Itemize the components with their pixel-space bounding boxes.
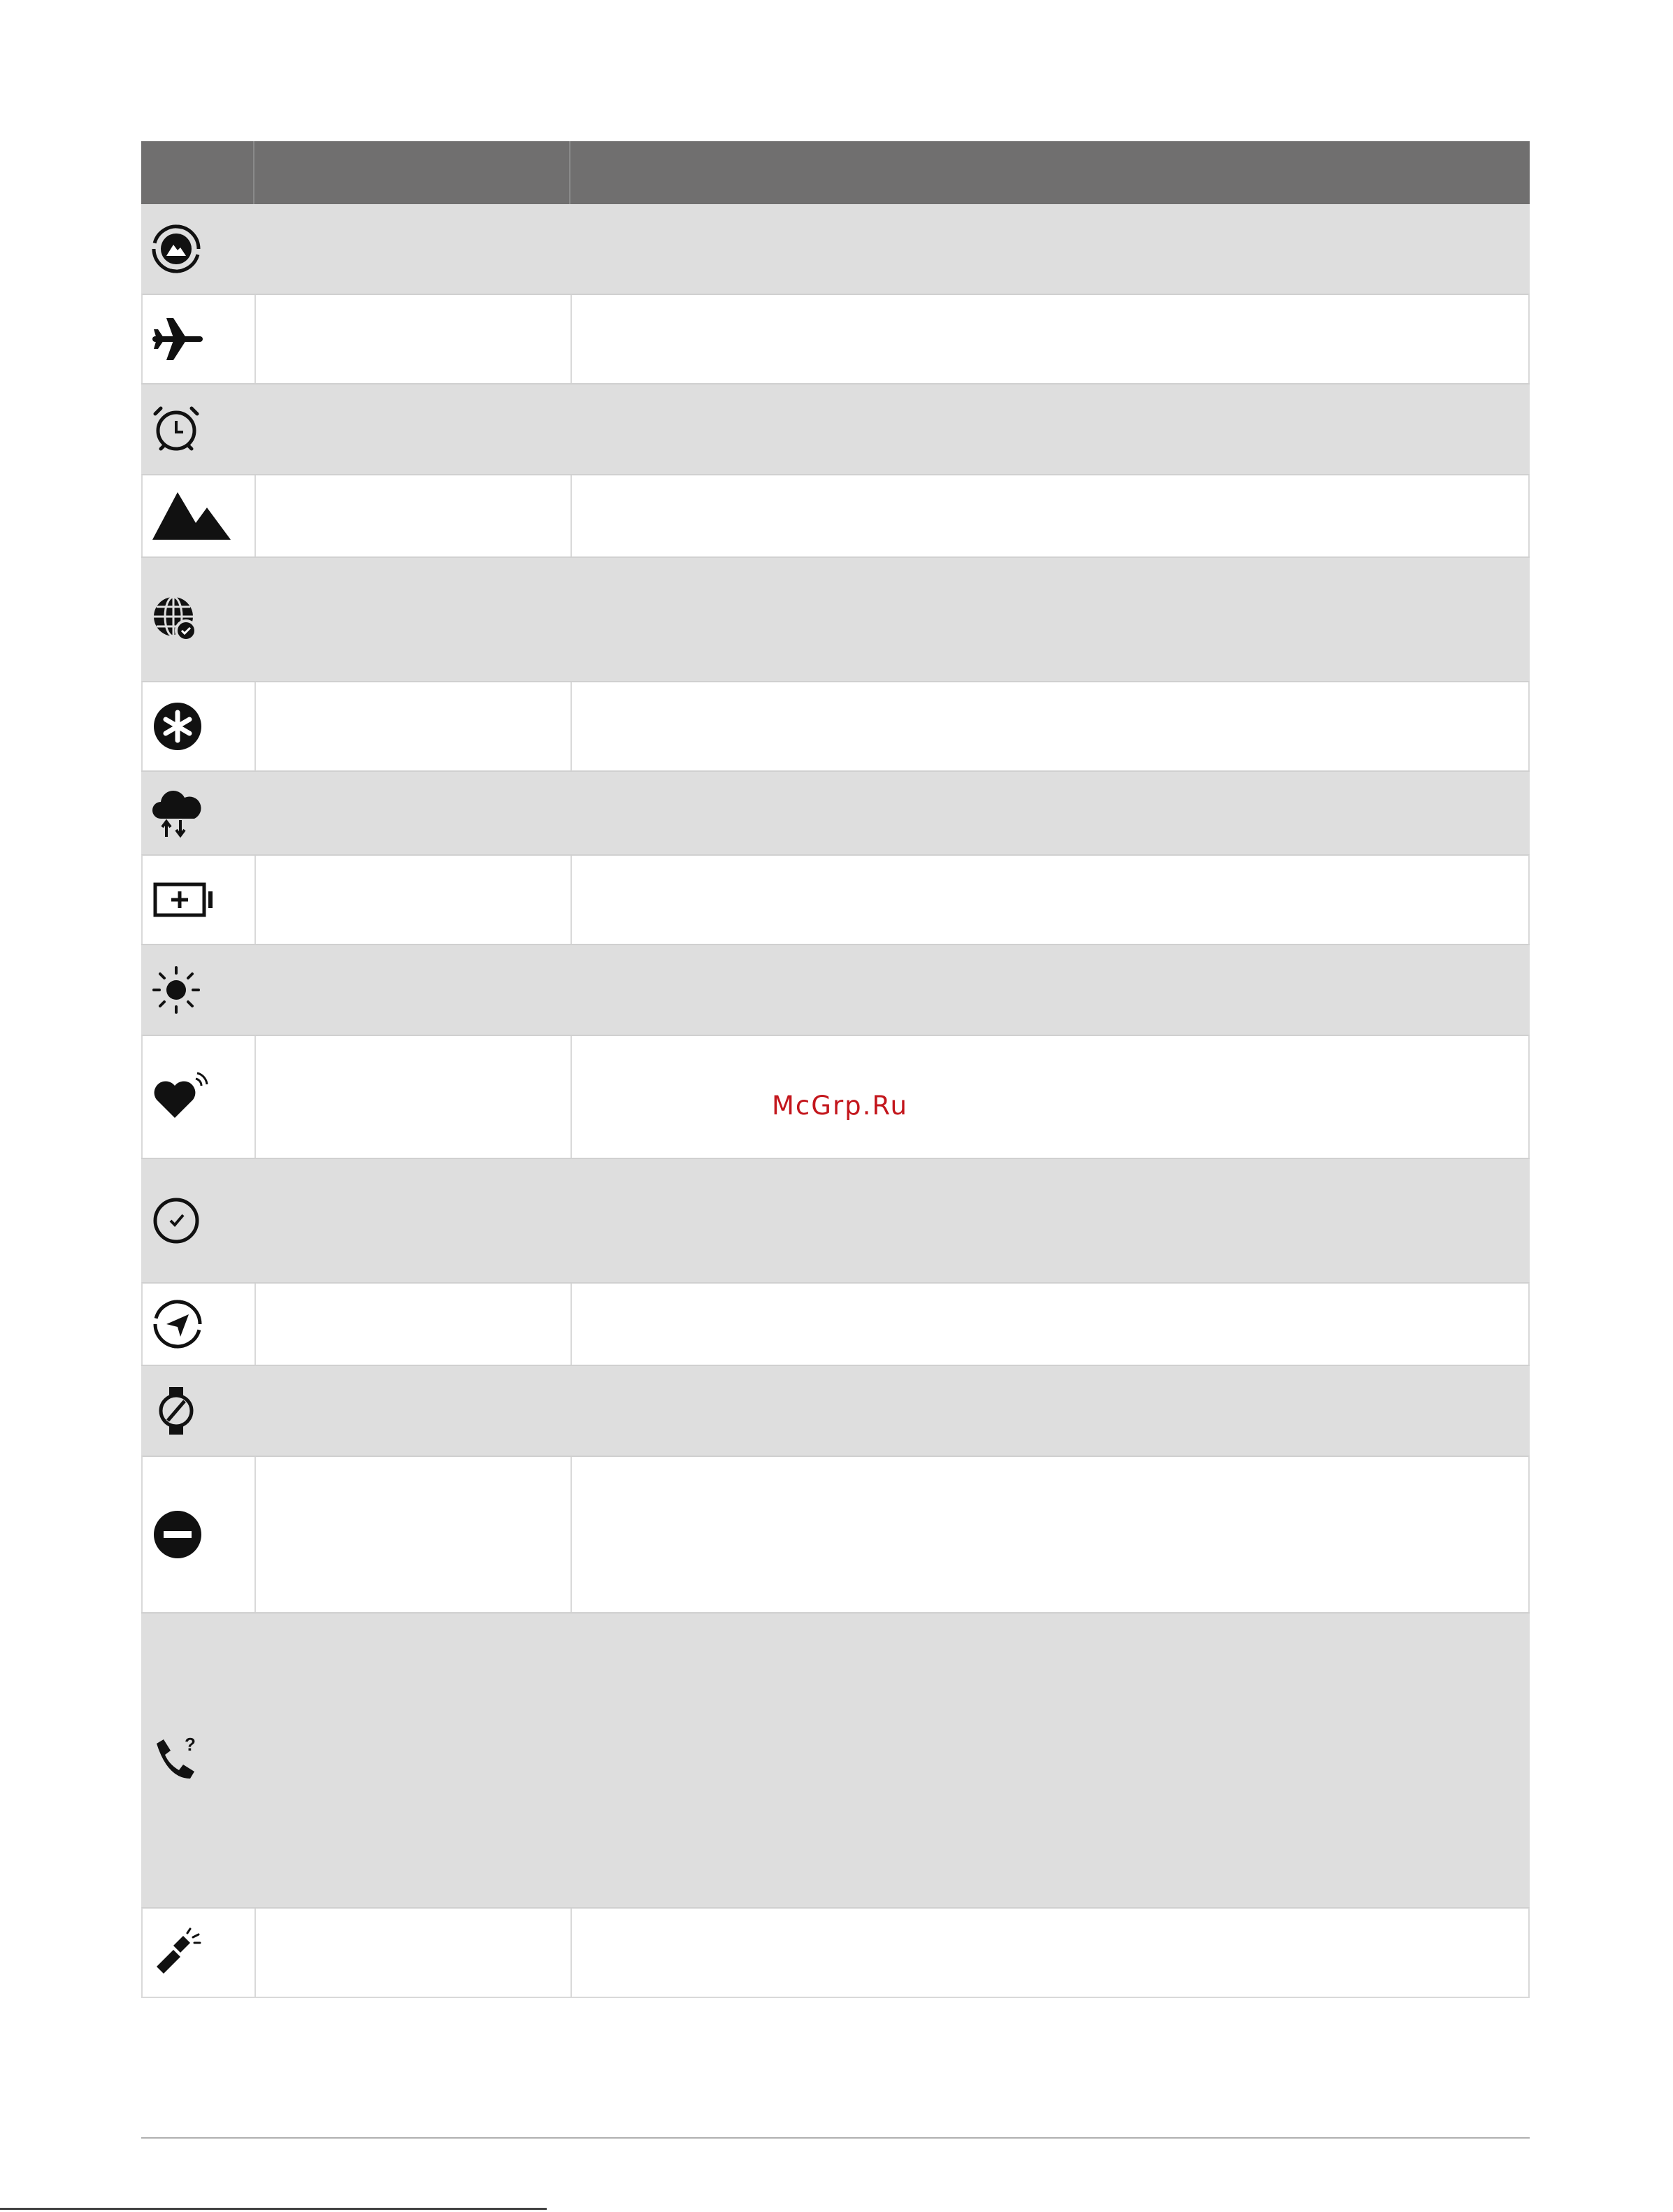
header-name-column	[254, 141, 570, 204]
table-row	[141, 1158, 1530, 1282]
svg-text:?: ?	[185, 1735, 196, 1755]
header-description-column	[570, 141, 1530, 204]
table-row	[141, 1456, 1530, 1612]
table-row	[141, 944, 1530, 1035]
altitude-acclimation-icon	[141, 204, 254, 294]
bottom-rule	[0, 2208, 547, 2210]
table-row	[141, 474, 1530, 556]
table-row	[141, 1612, 1530, 1907]
phone-help-icon	[141, 1614, 254, 1907]
table-row	[141, 204, 1530, 294]
header-icon-column	[141, 141, 254, 204]
globe-sync-icon	[141, 558, 254, 681]
footer-divider	[141, 2137, 1530, 2139]
table-row	[141, 1282, 1530, 1365]
table-row	[141, 1907, 1530, 1997]
watch-disabled-icon	[141, 1366, 254, 1456]
table-row	[141, 770, 1530, 854]
mountain-icon	[143, 475, 256, 556]
flashlight-icon	[143, 1909, 256, 1997]
table-row	[141, 854, 1530, 944]
asterisk-circle-icon	[143, 682, 256, 770]
do-not-disturb-icon	[143, 1457, 256, 1612]
battery-saver-icon	[143, 856, 256, 944]
watermark: McGrp.Ru	[772, 1091, 908, 1121]
table-row	[141, 681, 1530, 770]
brightness-icon	[141, 945, 254, 1035]
alarm-clock-icon	[141, 385, 254, 474]
heart-rate-broadcast-icon	[143, 1036, 256, 1158]
table-header	[141, 141, 1530, 204]
airplane-mode-icon	[143, 295, 256, 383]
compass-navigation-icon	[143, 1284, 256, 1365]
cloud-sync-icon	[141, 772, 254, 854]
controls-table	[141, 141, 1530, 1998]
table-row	[141, 556, 1530, 681]
table-row	[141, 1365, 1530, 1456]
table-row	[141, 294, 1530, 383]
table-row	[141, 383, 1530, 474]
clock-icon	[141, 1159, 254, 1282]
